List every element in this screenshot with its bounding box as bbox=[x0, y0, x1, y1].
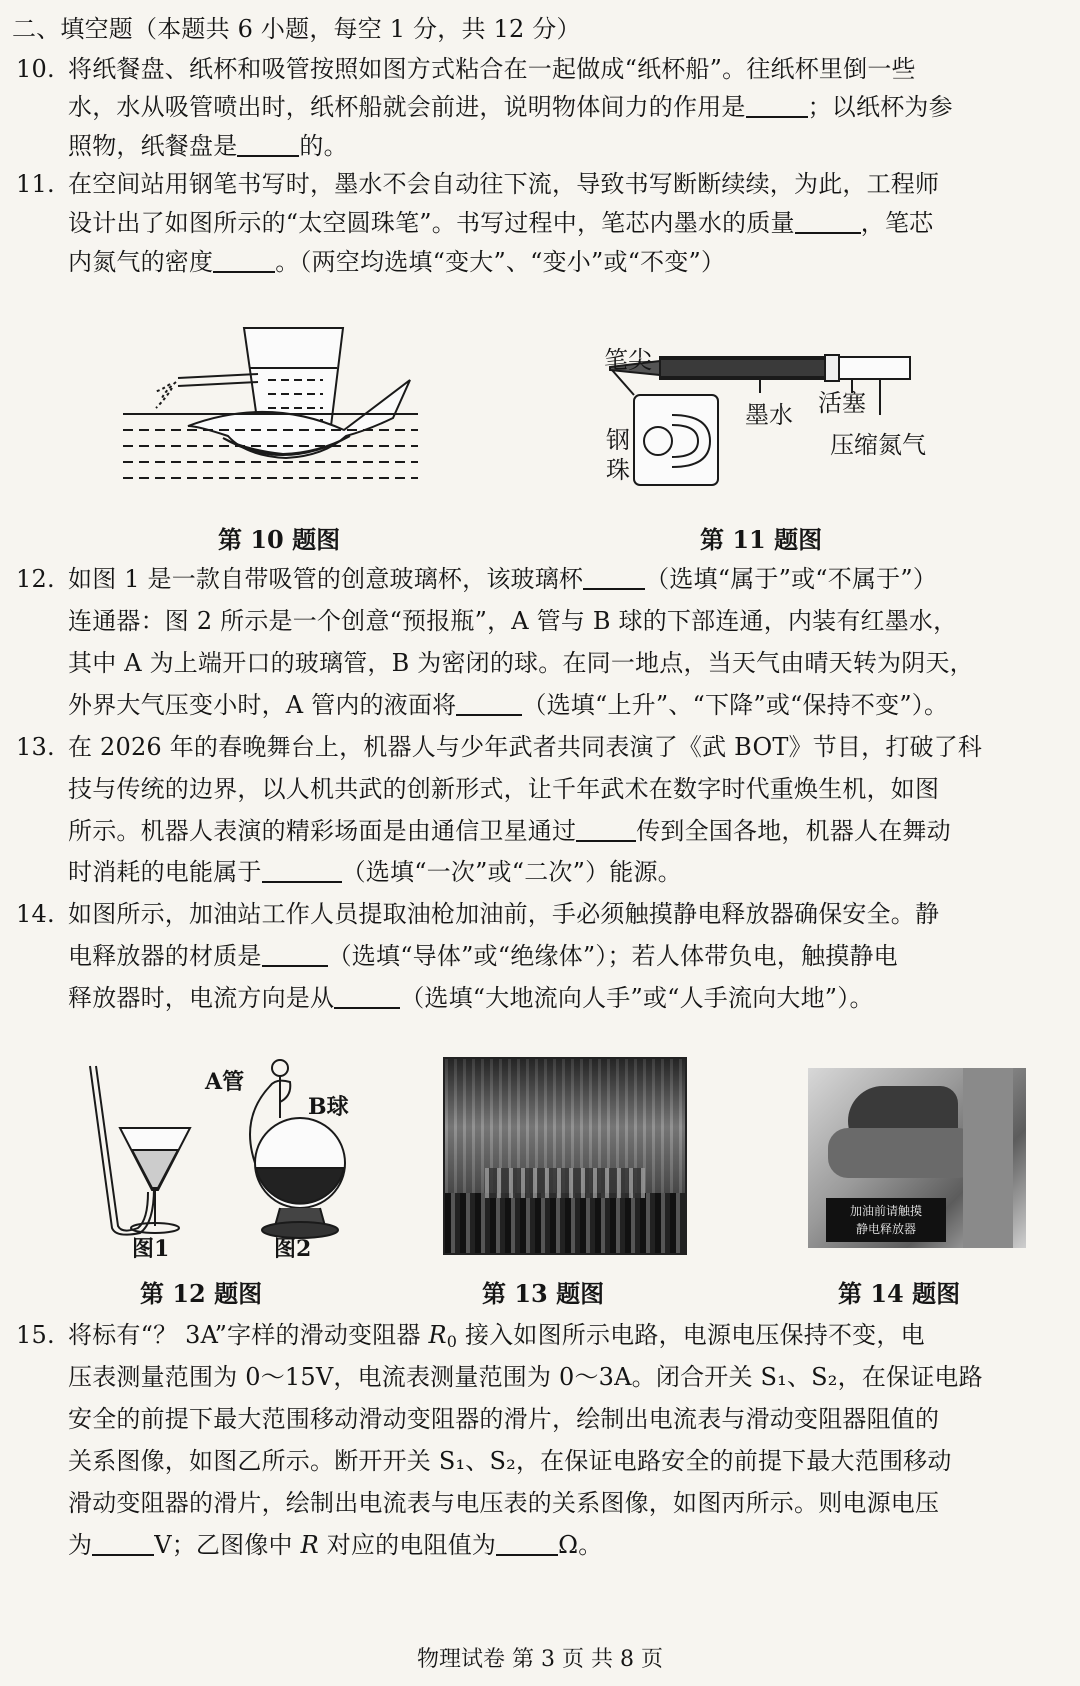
fig12-label-a-tube: A管 bbox=[205, 1069, 245, 1095]
q12-line-2: 连通器：图 2 所示是一个创意“预报瓶”，A 管与 B 球的下部连通，内装有红墨水， bbox=[68, 607, 958, 635]
q15-blank-1[interactable] bbox=[92, 1532, 154, 1556]
fig11-label-tip: 笔尖 bbox=[604, 346, 652, 374]
q15-line-4: 关系图像，如图乙所示。断开开关 S₁、S₂，在保证电路安全的前提下最大范围移动 bbox=[68, 1447, 952, 1475]
q12-blank-2[interactable] bbox=[456, 692, 522, 716]
q10-blank-1[interactable] bbox=[746, 94, 808, 118]
fig11-label-gas: 压缩氮气 bbox=[830, 431, 926, 459]
q13-line-1: 13. 在 2026 年的春晚舞台上，机器人与少年武者共同表演了《武 BOT》节目，打破了科 bbox=[16, 730, 982, 764]
q11-blank-2[interactable] bbox=[213, 249, 275, 273]
fig14-sign: 加油前请触摸 静电释放器 bbox=[826, 1198, 946, 1242]
q11-line-1: 11. 在空间站用钢笔书写时，墨水不会自动往下流，导致书写断断续续，为此，工程师 bbox=[16, 167, 939, 201]
fig12-label-fig1: 图1 bbox=[132, 1236, 170, 1262]
q15-line-6: 为 V；乙图像中 R 对应的电阻值为 Ω。 bbox=[68, 1531, 603, 1559]
fig14-caption: 第 14 题图 bbox=[838, 1279, 961, 1308]
q13-blank-1[interactable] bbox=[576, 818, 636, 842]
q14-blank-1[interactable] bbox=[262, 943, 328, 967]
fig11-label-ink: 墨水 bbox=[745, 401, 793, 429]
q14-line-3: 释放器时，电流方向是从 （选填“大地流向人手”或“人手流向大地”）。 bbox=[68, 984, 874, 1012]
section-header: 二、填空题（本题共 6 小题，每空 1 分，共 12 分） bbox=[12, 15, 581, 43]
q12-blank-1[interactable] bbox=[583, 566, 645, 590]
q13-line-3: 所示。机器人表演的精彩场面是由通信卫星通过 传到全国各地，机器人在舞动 bbox=[68, 817, 951, 845]
fig10-caption: 第 10 题图 bbox=[218, 525, 341, 554]
q10-line-2: 水，水从吸管喷出时，纸杯船就会前进，说明物体间力的作用是 ；以纸杯为参 bbox=[68, 93, 953, 121]
fig14-discharger-photo bbox=[808, 1068, 1026, 1248]
fig11-label-ball-2: 珠 bbox=[606, 456, 630, 484]
q11-number: 11. bbox=[16, 170, 55, 198]
q15-number: 15. bbox=[16, 1321, 55, 1349]
q10-line-1: 10. 将纸餐盘、纸杯和吸管按照如图方式粘合在一起做成“纸杯船”。往纸杯里倒一些 bbox=[16, 52, 916, 86]
q15-blank-2[interactable] bbox=[496, 1532, 558, 1556]
q14-line-1: 14. 如图所示，加油站工作人员提取油枪加油前，手必须触摸静电释放器确保安全。静 bbox=[16, 897, 939, 931]
fig11-caption: 第 11 题图 bbox=[700, 525, 823, 554]
q11-line-2: 设计出了如图所示的“太空圆珠笔”。书写过程中，笔芯内墨水的质量 ，笔芯 bbox=[68, 209, 934, 237]
q13-number: 13. bbox=[16, 733, 55, 761]
q13-line-4: 时消耗的电能属于 （选填“一次”或“二次”）能源。 bbox=[68, 858, 682, 886]
q10-blank-2[interactable] bbox=[237, 133, 299, 157]
q13-blank-2[interactable] bbox=[262, 859, 342, 883]
q15-line-3: 安全的前提下最大范围移动滑动变阻器的滑片，绘制出电流表与滑动变阻器阻值的 bbox=[68, 1405, 940, 1433]
fig12-label-fig2: 图2 bbox=[274, 1236, 312, 1262]
q14-number: 14. bbox=[16, 900, 55, 928]
q11-blank-1[interactable] bbox=[795, 210, 861, 234]
q12-line-4: 外界大气压变小时，A 管内的液面将 （选填“上升”、“下降”或“保持不变”）。 bbox=[68, 691, 949, 719]
q15-line-2: 压表测量范围为 0～15V，电流表测量范围为 0～3A。闭合开关 S₁、S₂，在保证电路 bbox=[68, 1363, 983, 1391]
q10-line-3: 照物，纸餐盘是 的。 bbox=[68, 132, 348, 160]
page-footer: 物理试卷 第 3 页 共 8 页 bbox=[417, 1647, 663, 1672]
fig12-label-b-ball: B球 bbox=[308, 1094, 349, 1120]
q10-number: 10. bbox=[16, 55, 55, 83]
fig13-caption: 第 13 题图 bbox=[482, 1279, 605, 1308]
fig11-label-ball-1: 钢 bbox=[606, 426, 630, 454]
q12-line-3: 其中 A 为上端开口的玻璃管，B 为密闭的球。在同一地点，当天气由晴天转为阴天， bbox=[68, 649, 974, 677]
q14-blank-2[interactable] bbox=[334, 985, 400, 1009]
fig12-caption: 第 12 题图 bbox=[140, 1279, 263, 1308]
fig13-stage-photo bbox=[443, 1057, 687, 1255]
q13-line-2: 技与传统的边界，以人机共武的创新形式，让千年武术在数字时代重焕生机，如图 bbox=[68, 775, 940, 803]
q11-line-3: 内氮气的密度 。（两空均选填“变大”、“变小”或“不变”） bbox=[68, 248, 726, 276]
q14-line-2: 电释放器的材质是 （选填“导体”或“绝缘体”）；若人体带负电，触摸静电 bbox=[68, 942, 898, 970]
fig11-label-piston: 活塞 bbox=[818, 389, 866, 417]
q12-number: 12. bbox=[16, 565, 55, 593]
q15-line-1: 15. 将标有“？ 3A”字样的滑动变阻器 $R_0$ 接入如图所示电路，电源电压保持不变，电 bbox=[16, 1318, 925, 1359]
fig10-cup-boat-drawing bbox=[118, 318, 428, 493]
q12-line-1: 12. 如图 1 是一款自带吸管的创意玻璃杯，该玻璃杯 （选填“属于”或“不属于”） bbox=[16, 562, 937, 596]
q15-line-5: 滑动变阻器的滑片，绘制出电流表与电压表的关系图像，如图丙所示。则电源电压 bbox=[68, 1489, 940, 1517]
